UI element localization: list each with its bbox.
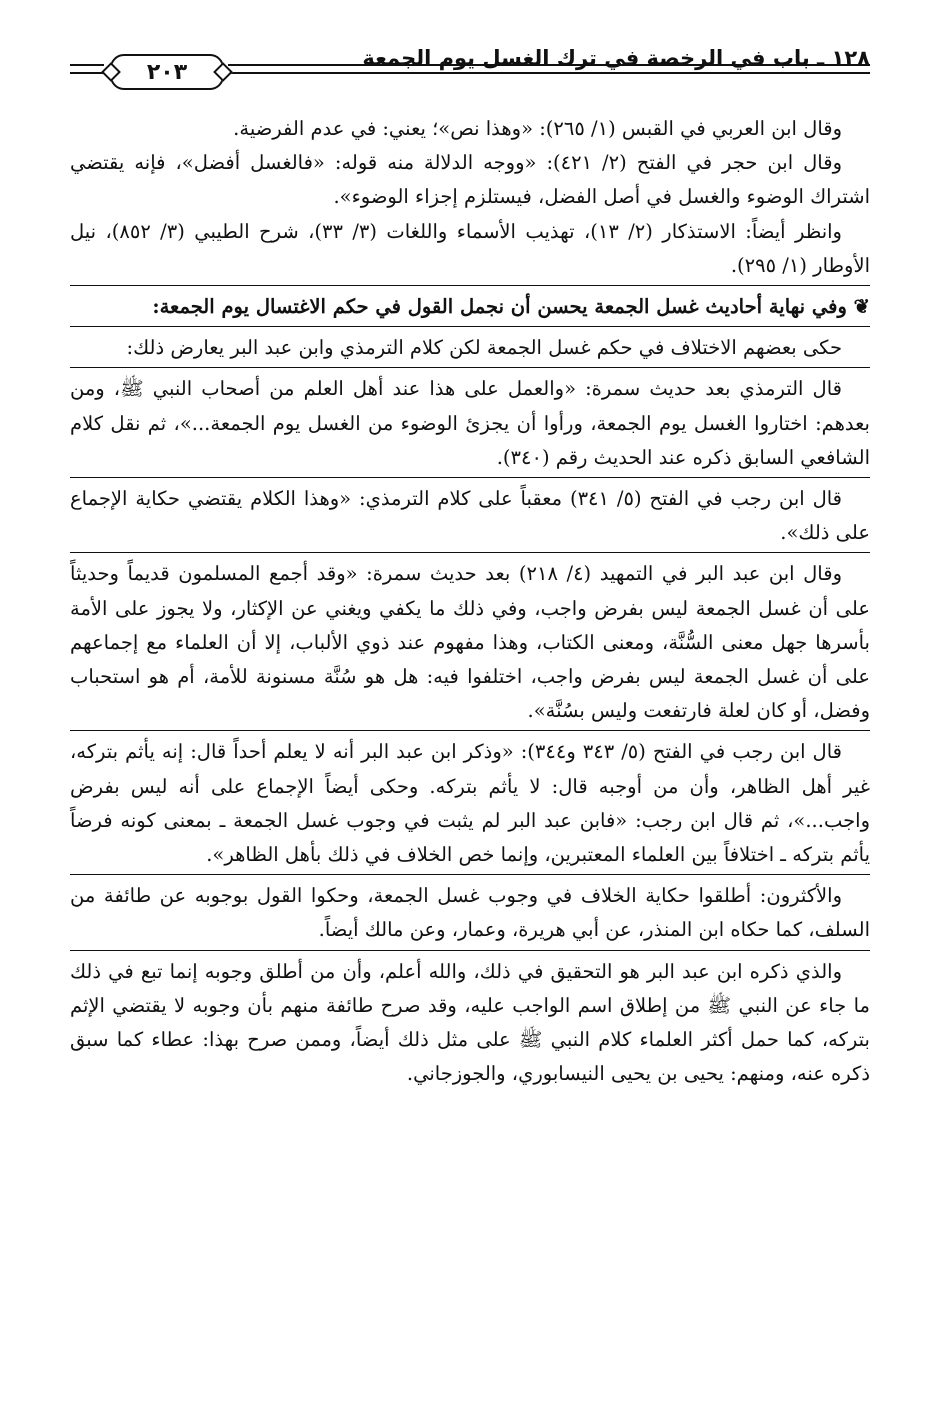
paragraph: وقال ابن عبد البر في التمهيد (٤/ ٢١٨) بعد حديث سمرة: «وقد أجمع المسلمون قديماً وحديثاً على أن غسل الجمعة ليس بفرض واجب، وفي ذلك ما يكفي ويغني عن الإكثار، ولا يجوز على الأمة بأسرها جهل معنى السُّنَّة، ومعنى الكتاب، وهذا مفهوم عند ذوي الألباب، إلا أن العلماء مع إجماعهم على أن غسل الجمعة ليس بفرض واجب، اختلفوا فيه: هل هو سُنَّة مسنونة للأمة، أم هو استحباب وفضل، أو كان لعلة فارتفعت وليس بسُنَّة». (70, 562, 870, 723)
paragraph: قال ابن رجب في الفتح (٥/ ٣٤٣ و٣٤٤): «وذكر ابن عبد البر أنه لا يعلم أحداً قال: إنه يأثم بتركه، غير أهل الظاهر، وأن من أوجبه قال: لا يأثم بتركه. وحكى أيضاً الإجماع على أنه ليس بفرض واجب...»، ثم قال ابن رجب: «فابن عبد البر لم يثبت في وجوب غسل الجمعة ـ بمعنى كونه فرضاً يأثم بتركه ـ اختلافاً بين العلماء المعتبرين، وإنما خص الخلاف في ذلك بأهل الظاهر». (70, 740, 870, 867)
section-divider (70, 552, 870, 553)
paragraph: وقال ابن العربي في القبس (١/ ٢٦٥): «وهذا نص»؛ يعني: في عدم الفرضية. (233, 117, 842, 140)
paragraph: وقال ابن حجر في الفتح (٢/ ٤٢١): «ووجه الدلالة منه قوله: «فالغسل أفضل»، فإنه يقتضي اشتراك الوضوء والغسل في أصل الفضل، فيستلزم إجزاء الوضوء». (70, 151, 870, 209)
section-divider (70, 950, 870, 951)
paragraph: وانظر أيضاً: الاستذكار (٢/ ١٣)، تهذيب الأسماء واللغات (٣/ ٣٣)، شرح الطيبي (٣/ ٨٥٢)، نيل الأوطار (١/ ٢٩٥). (70, 219, 870, 277)
header-rule-left (70, 64, 104, 74)
section-divider (70, 477, 870, 478)
chapter-title: ١٢٨ ـ باب في الرخصة في ترك الغسل يوم الجمعة (362, 46, 870, 70)
paragraph: والذي ذكره ابن عبد البر هو التحقيق في ذلك، والله أعلم، وأن من أطلق وجوبه إنما تبع في ذلك ما جاء عن النبي ﷺ من إطلاق اسم الواجب عليه، وقد صرح طائفة منهم بأن وجوبه لا يقتضي الإثم بتركه، كما حمل أكثر العلماء كلام النبي ﷺ على مثل ذلك أيضاً، وممن صرح بهذا: عطاء كما سبق ذكره عنه، ومنهم: يحيى بن يحيى النيسابوري، والجوزجاني. (70, 959, 870, 1086)
section-heading: ❦ وفي نهاية أحاديث غسل الجمعة يحسن أن نجمل القول في حكم الاغتسال يوم الجمعة: (152, 295, 870, 319)
section-divider (70, 874, 870, 875)
page-number-badge (110, 54, 224, 90)
section-divider (70, 730, 870, 731)
paragraph: حكى بعضهم الاختلاف في حكم غسل الجمعة لكن كلام الترمذي وابن عبد البر يعارض ذلك: (126, 336, 842, 360)
paragraph: والأكثرون: أطلقوا حكاية الخلاف في وجوب غسل الجمعة، وحكوا القول بوجوبه عن طائفة من السلف، كما حكاه ابن المنذر، عن أبي هريرة، وعمار، وعن مالك أيضاً. (70, 884, 870, 942)
paragraph: قال الترمذي بعد حديث سمرة: «والعمل على هذا عند أهل العلم من أصحاب النبي ﷺ، ومن بعدهم: اختاروا الغسل يوم الجمعة، ورأوا أن يجزئ الوضوء من الغسل يوم الجمعة...»، ثم نقل كلام الشافعي السابق ذكره عند الحديث رقم (٣٤٠). (70, 377, 870, 469)
section-divider (70, 326, 870, 327)
page-number: ٢٠٣ (146, 59, 188, 85)
paragraph: قال ابن رجب في الفتح (٥/ ٣٤١) معقباً على كلام الترمذي: «وهذا الكلام يقتضي حكاية الإجماع على ذلك». (70, 487, 870, 545)
header-rule (228, 64, 870, 74)
page-body (70, 112, 870, 1091)
section-divider (70, 285, 870, 286)
page-header (70, 40, 870, 90)
section-divider (70, 367, 870, 368)
